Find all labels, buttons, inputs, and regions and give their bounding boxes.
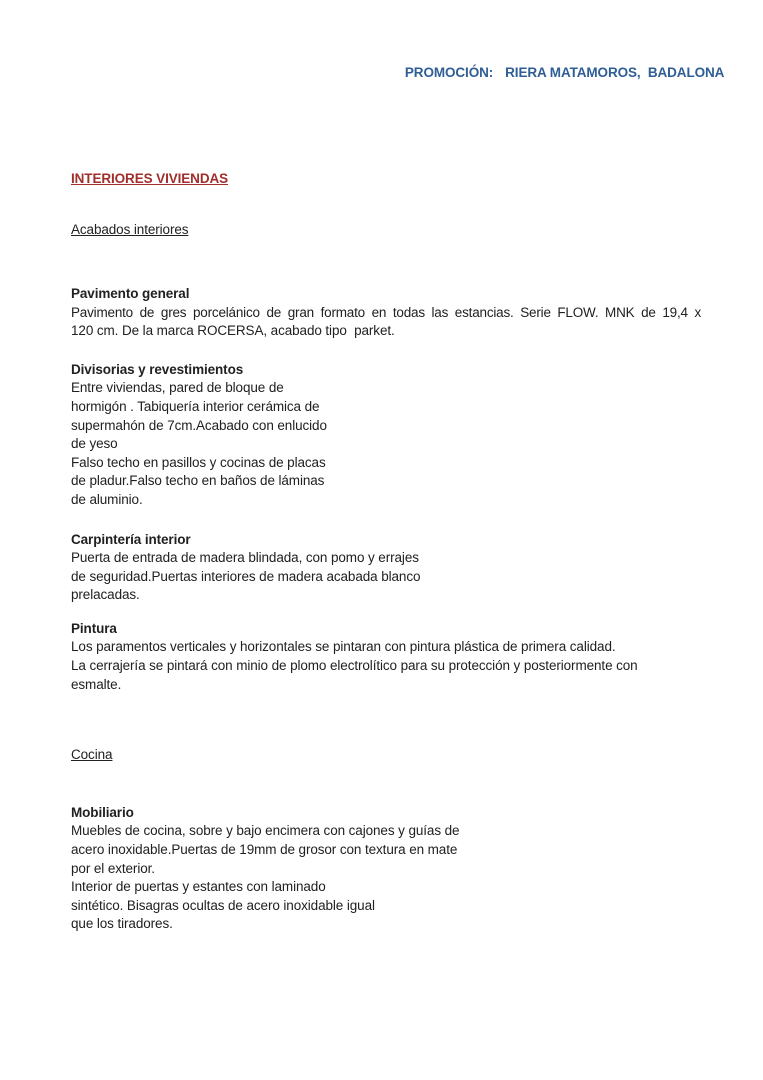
text-line: de seguridad.Puertas interiores de madera acabada blanco (71, 568, 421, 584)
text-line: 120 cm. De la marca ROCERSA, acabado tipo parket. (71, 323, 395, 339)
text-line: de pladur.Falso techo en baños de láminas (71, 473, 325, 489)
block-heading: Pintura (71, 620, 117, 636)
promotion-value: RIERA MATAMOROS, BADALONA (505, 64, 725, 80)
section-heading-acabados-interiores (71, 221, 701, 240)
text-line: de aluminio. (71, 491, 143, 507)
block-mobiliario (71, 804, 701, 934)
block-heading: Pavimento general (71, 285, 190, 301)
block-pavimento-general (71, 285, 701, 341)
text-line: sintético. Bisagras ocultas de acero inoxidable igual (71, 897, 375, 913)
text-line: Pavimento de gres porcelánico de gran formato en todas las estancias. Serie FLOW. MNK de 19,4 x (71, 304, 701, 320)
promotion-header (383, 45, 725, 101)
text-line: acero inoxidable.Puertas de 19mm de grosor con textura en mate (71, 842, 458, 858)
text-line: que los tiradores. (71, 916, 173, 932)
text-line: Falso techo en pasillos y cocinas de placas (71, 454, 326, 470)
block-divisorias-revestimientos (71, 361, 701, 510)
text-line: de yeso (71, 436, 118, 452)
block-heading: Divisorias y revestimientos (71, 361, 244, 377)
text-line: por el exterior. (71, 860, 155, 876)
block-pintura (71, 620, 701, 694)
text-line: Interior de puertas y estantes con laminado (71, 879, 326, 895)
text-line: Puerta de entrada de madera blindada, con pomo y errajes (71, 550, 419, 566)
text-line: hormigón . Tabiquería interior cerámica de (71, 398, 320, 414)
document-title-text: INTERIORES VIVIENDAS (71, 170, 229, 186)
promotion-label: PROMOCIÓN: (404, 64, 494, 80)
block-heading: Carpintería interior (71, 531, 191, 547)
text-line: Muebles de cocina, sobre y bajo encimera con cajones y guías de (71, 823, 460, 839)
section-heading-text: Cocina (71, 747, 113, 763)
text-line: La cerrajería se pintará con minio de plomo electrolítico para su protección y posteriormente con (71, 658, 638, 674)
text-line: Los paramentos verticales y horizontales se pintaran con pintura plástica de primera calidad. (71, 639, 616, 655)
section-heading-cocina (71, 746, 701, 765)
text-line: esmalte. (71, 676, 122, 692)
text-line: prelacadas. (71, 587, 140, 603)
block-heading: Mobiliario (71, 804, 134, 820)
document-title (71, 170, 701, 189)
block-carpinteria-interior (71, 531, 701, 605)
text-line: supermahón de 7cm.Acabado con enlucido (71, 417, 327, 433)
text-line: Entre viviendas, pared de bloque de (71, 380, 284, 396)
section-heading-text: Acabados interiores (71, 222, 189, 238)
